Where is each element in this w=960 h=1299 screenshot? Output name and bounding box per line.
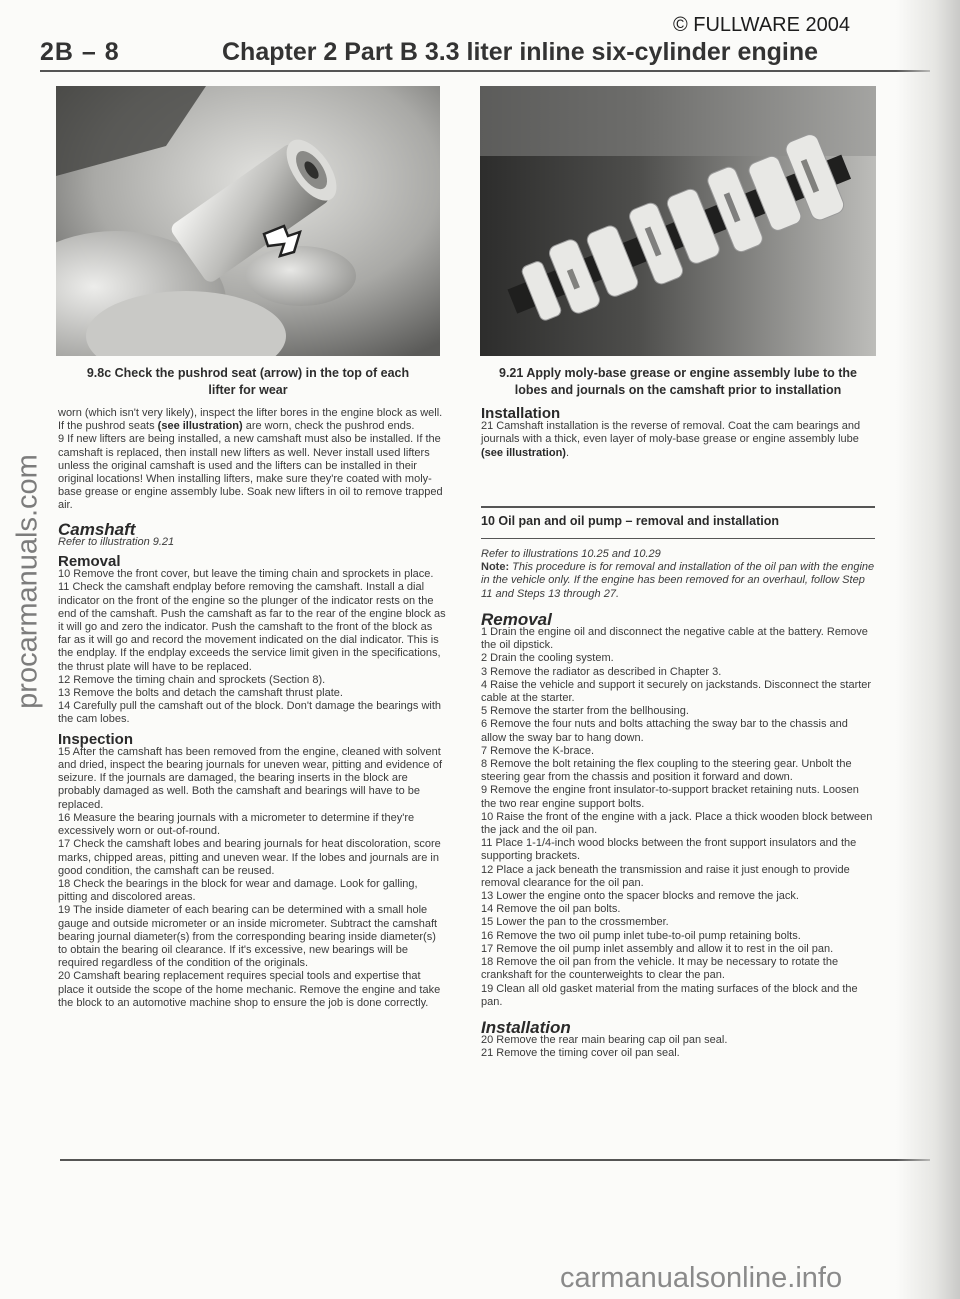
paragraph: worn (which isn't very likely), inspect the lifter bores in the engine block as well. If the pushrod seats (see illustration) are worn, check the pushrod ends. — [58, 407, 443, 433]
paragraph: 9 If new lifters are being installed, a new camshaft must also be installed. If the camshaft is replaced, then install new lifters as well. Never install used lifters unless the original camshaft is used and the lifters can be installed in their original locations! When installing lifters, make sure they're coated with moly-base grease or engine assembly lube. Soak new lifters in oil to remove trapped air. — [58, 433, 443, 512]
step: 5 Remove the starter from the bellhousing. — [481, 705, 689, 718]
installation-heading: Installation — [481, 405, 561, 422]
step: 7 Remove the K-brace. — [481, 744, 595, 757]
removal-heading: Removal — [58, 553, 121, 571]
step: 13 Lower the engine onto the spacer blocks and remove the jack. — [481, 890, 799, 903]
illustration-ref: (see illustration) — [481, 446, 566, 459]
step: 19 Clean all old gasket material from the mating surfaces of the block and the pan. — [481, 982, 858, 1008]
paragraph: 21 Camshaft installation is the reverse of removal. Coat the cam bearings and journals with a thick, even layer of moly-base grease or engine assembly lube (see illustration). — [481, 420, 861, 459]
paragraph: 12 Remove the timing chain and sprockets (Section 8). — [58, 673, 326, 686]
left-figure-caption — [56, 365, 440, 399]
section-rule — [481, 538, 875, 539]
step: 2 Drain the cooling system. — [481, 652, 614, 665]
step: 21 Remove the timing cover oil pan seal. — [481, 1047, 680, 1060]
step: 18 Remove the oil pan from the vehicle. It may be necessary to rotate the crankshaft for the counterweights to clear the pan. — [481, 956, 839, 982]
chapter-title: Chapter 2 Part B 3.3 liter inline six-cylinder engine — [222, 38, 819, 66]
step: 8 Remove the bolt retaining the flex coupling to the steering gear. Unbolt the steering gear from the chassis and position it forward and down. — [481, 758, 852, 784]
right-text-column-2 — [481, 548, 875, 1061]
installation-heading: Installation — [481, 1017, 571, 1037]
paragraph: 17 Check the camshaft lobes and bearing journals for heat discoloration, score marks, chipped areas, pitting and uneven wear. If the lobes and journals are in good condition, the camshaft can be reused. — [58, 838, 441, 877]
removal-heading: Removal — [481, 609, 552, 629]
right-text-column — [481, 407, 875, 460]
step: 20 Remove the rear main bearing cap oil pan seal. — [481, 1034, 728, 1047]
illustration-ref: (see illustration) — [157, 420, 243, 433]
page-number: 2B – 8 — [40, 38, 120, 66]
paragraph: 10 Remove the front cover, but leave the timing chain and sprockets in place. — [58, 568, 434, 581]
header-rule — [40, 70, 930, 72]
caption-line: lifter for wear — [208, 382, 288, 397]
step: 16 Remove the two oil pump inlet tube-to-oil pump retaining bolts. — [481, 929, 801, 942]
paragraph: 18 Check the bearings in the block for wear and damage. Look for galling, pitting and discolored areas. — [58, 877, 418, 904]
caption-line: lobes and journals on the camshaft prior to installation — [514, 382, 842, 397]
paragraph: 16 Measure the bearing journals with a micrometer to determine if they're excessively worn or out-of-round. — [58, 811, 415, 838]
step: 1 Drain the engine oil and disconnect the negative cable at the battery. Remove the oil dipstick. — [481, 626, 868, 652]
paragraph: 11 Check the camshaft endplay before removing the camshaft. Install a dial indicator on the front of the engine so the plunger of the indicator rests on the end of the camshaft. Push the camshaft as far to the rear of the engine block as it will go and zero the indicator. Push the camshaft to the front of the block as far as it will go and record the movement indicated on the dial indicator. This is the endplay. If the endplay exceeds the service limit given in the specifications, the thrust plate will have to be replaced. — [58, 581, 446, 673]
camshaft-photo — [480, 86, 876, 356]
step: 10 Raise the front of the engine with a jack. Place a thick wooden block between the jack and the oil pan. — [481, 810, 873, 837]
page-edge-shadow — [896, 0, 960, 1299]
step: 9 Remove the engine front insulator-to-support bracket retaining nuts. Loosen the two rear engine support bolts. — [481, 784, 859, 810]
caption-line: 9.8c Check the pushrod seat (arrow) in the top of each — [86, 366, 410, 380]
paragraph: 20 Camshaft bearing replacement requires special tools and expertise that place it outside the scope of the home mechanic. Remove the engine and take the block to an automotive machine shop to ensure the job is done correctly. — [58, 970, 441, 1009]
step: 3 Remove the radiator as described in Chapter 3. — [481, 665, 722, 678]
paragraph: 13 Remove the bolts and detach the camshaft thrust plate. — [58, 687, 343, 700]
bottom-watermark: carmanualsonline.info — [560, 1262, 843, 1294]
step: 6 Remove the four nuts and bolts attaching the sway bar to the chassis and allow the sway bar to hang down. — [481, 718, 848, 744]
refer-line: Refer to illustrations 10.25 and 10.29 — [481, 548, 661, 560]
right-figure-caption — [470, 365, 886, 399]
footer-rule — [60, 1159, 930, 1161]
paragraph: 15 After the camshaft has been removed from the engine, cleaned with solvent and dried, inspect the bearing journals for uneven wear, pitting and evidence of seizure. If the journals are damaged, the bearing inserts in the block are probably damaged as well. Both the camshaft and bearings will have to be replaced. — [58, 745, 443, 811]
step: 12 Place a jack beneath the transmission and raise it just enough to provide removal clearance for the oil pan. — [481, 863, 850, 889]
step: 14 Remove the oil pan bolts. — [481, 903, 621, 916]
paragraph: 19 The inside diameter of each bearing can be determined with a small hole gauge and outside micrometer or an inside micrometer. Subtract the camshaft bearing journal diameter(s) from the corresponding bearing inside diameter(s) to obtain the bearing oil clearance. If it's excessive, new bearings will be required regardless of the condition of the originals. — [58, 904, 438, 970]
section-rule — [481, 506, 875, 508]
left-text-column — [58, 407, 448, 1010]
paragraph: 14 Carefully pull the camshaft out of the block. Don't damage the bearings with the cam lobes. — [58, 700, 442, 726]
copyright-notice: © FULLWARE 2004 — [672, 14, 850, 36]
step: 11 Place 1-1/4-inch wood blocks between the front support insulators and the supporting brackets. — [481, 837, 857, 863]
camshaft-heading: Camshaft — [58, 519, 136, 539]
section-10-title: 10 Oil pan and oil pump – removal and installation — [481, 514, 779, 528]
lifter-photo — [56, 86, 440, 356]
step: 4 Raise the vehicle and support it securely on jackstands. Disconnect the starter cable at the starter. — [481, 678, 872, 705]
refer-line: Refer to illustration 9.21 — [58, 535, 175, 548]
caption-line: 9.21 Apply moly-base grease or engine assembly lube to the — [499, 366, 857, 380]
step: 15 Lower the pan to the crossmember. — [481, 916, 669, 929]
note: Note: This procedure is for removal and installation of the oil pan with the engine in the vehicle only. If the engine has been removed for an overhaul, follow Step 11 and Steps 13 through 27. — [481, 561, 875, 600]
inspection-heading: Inspection — [58, 730, 134, 748]
side-watermark: procarmanuals.com — [11, 454, 44, 709]
step: 17 Remove the oil pump inlet assembly and allow it to rest in the oil pan. — [481, 942, 834, 955]
